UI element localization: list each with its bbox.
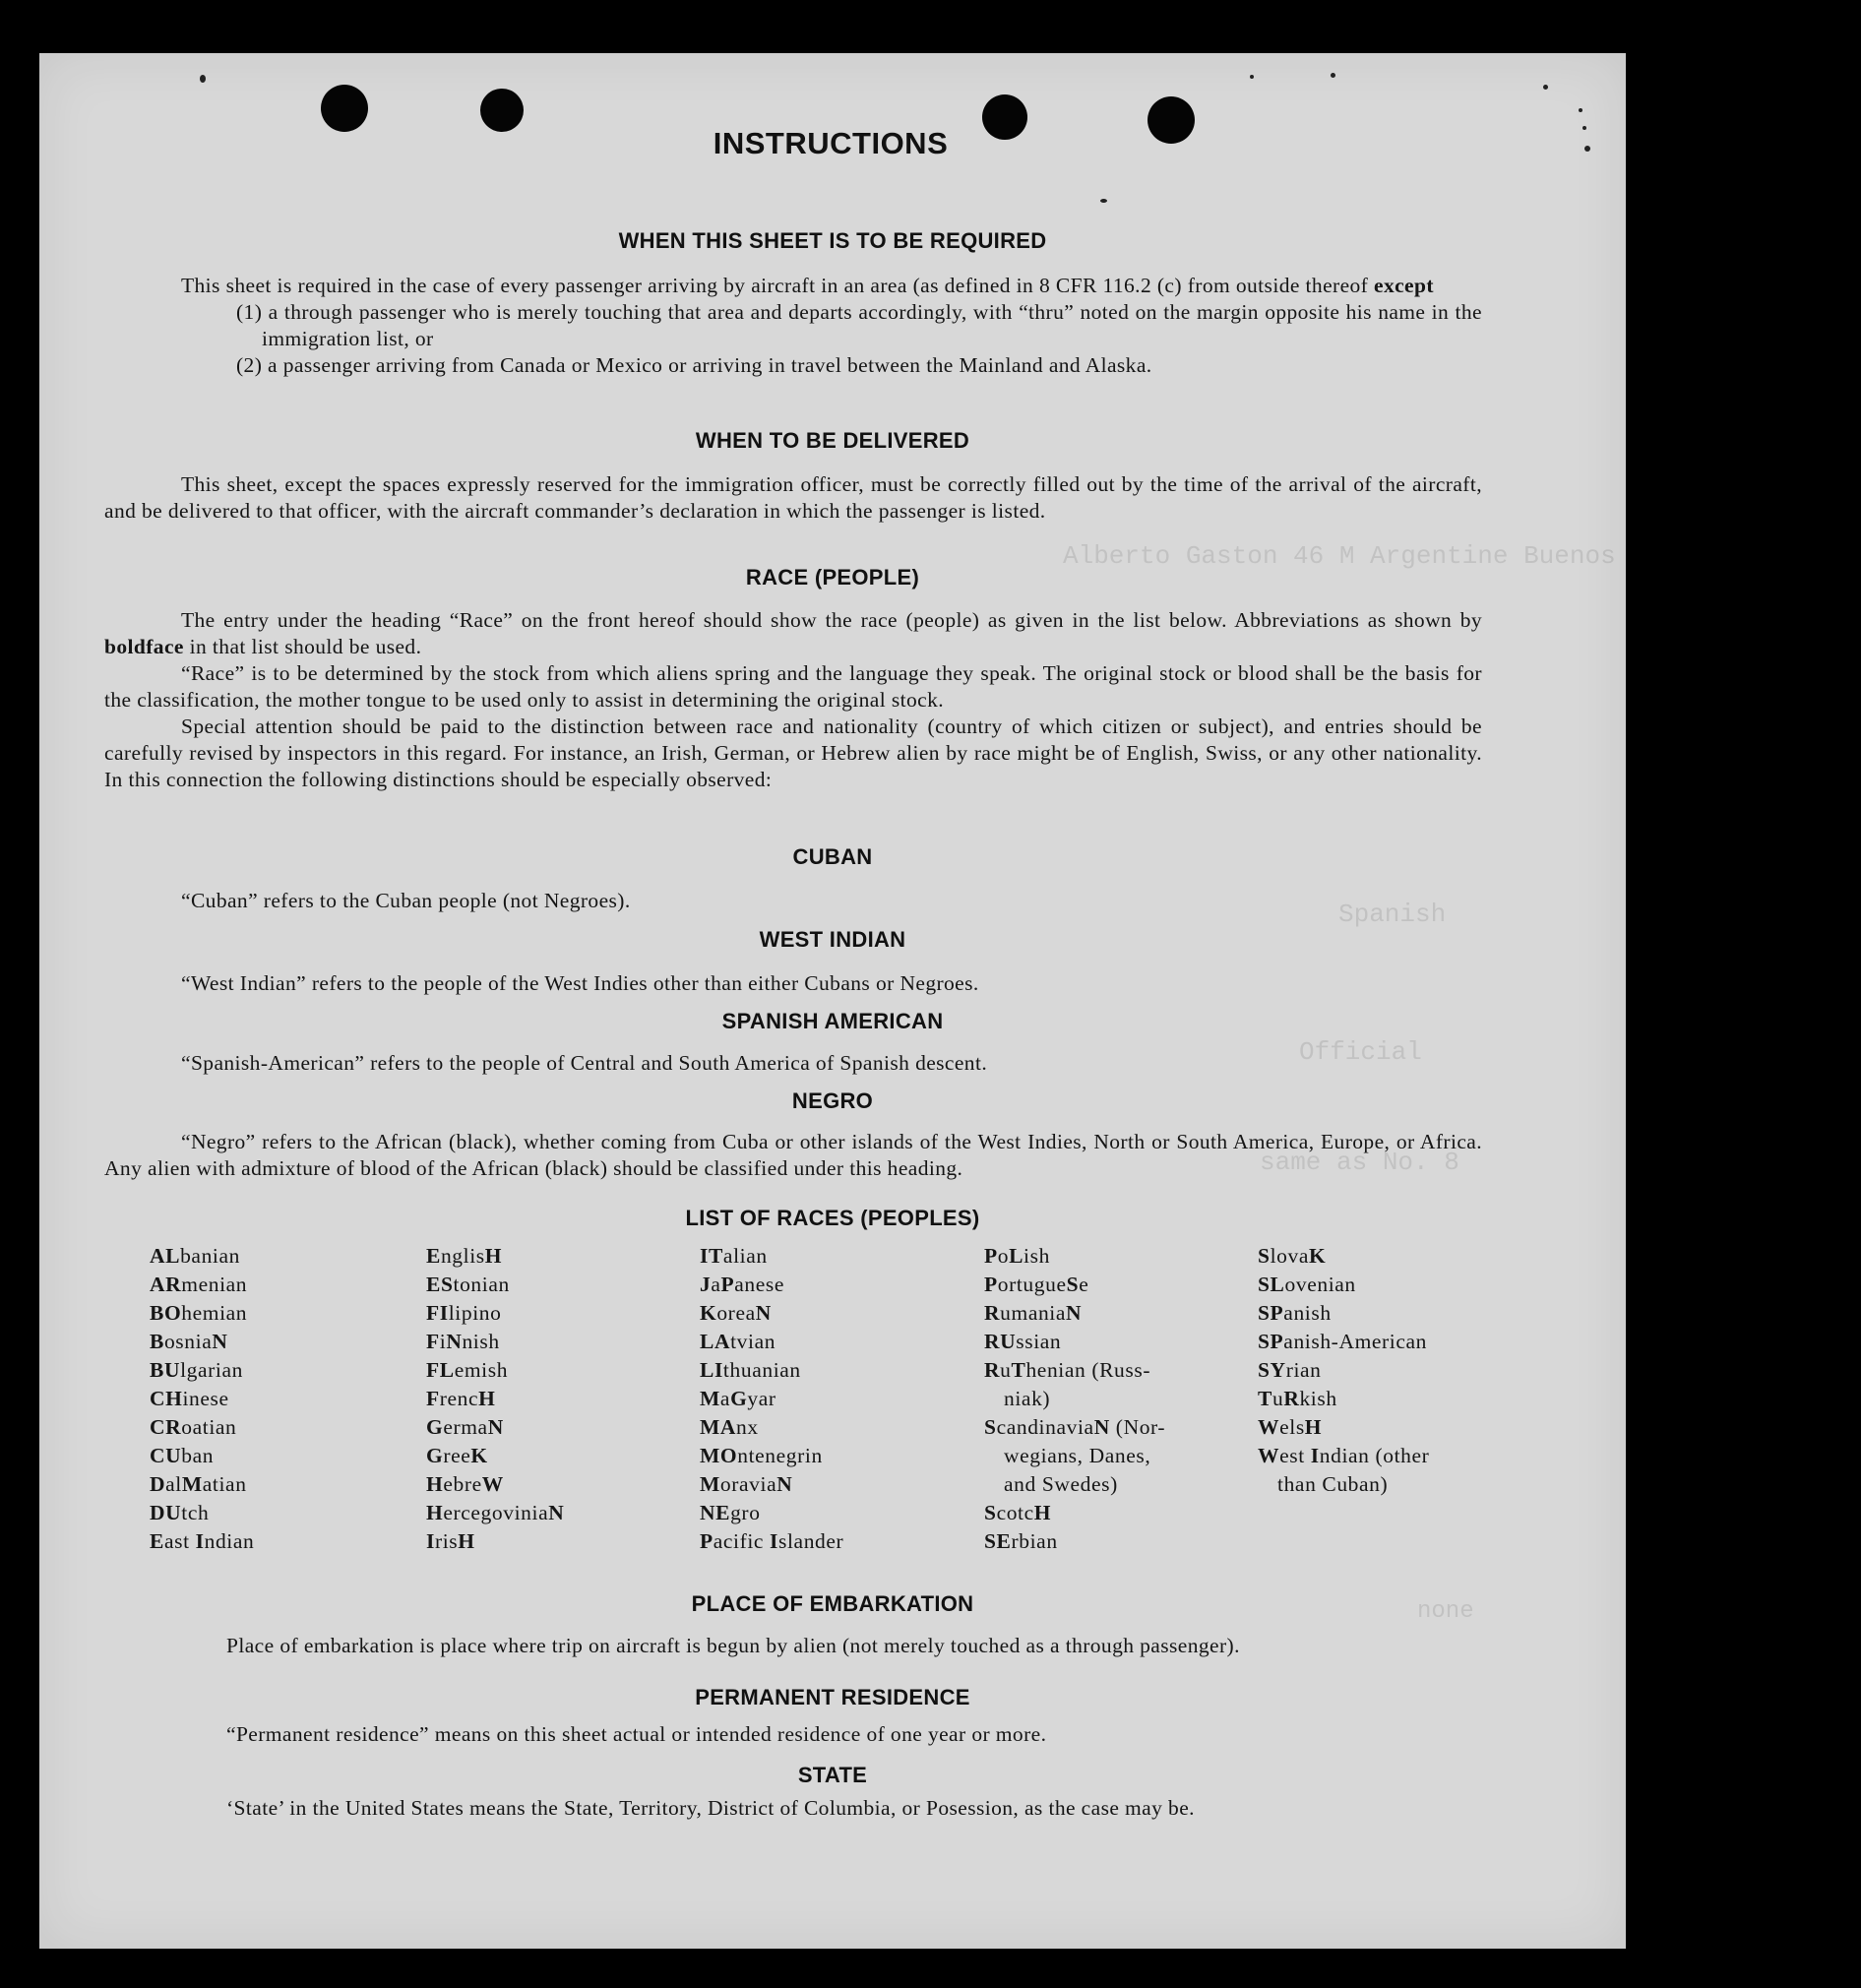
heading-state: STATE <box>797 1763 868 1787</box>
cuban-paragraph: “Cuban” refers to the Cuban people (not Negroes). <box>181 889 631 912</box>
race-abbreviation: S <box>1066 1273 1080 1296</box>
race-abbreviation: M <box>700 1472 720 1496</box>
race-entry <box>700 1271 843 1299</box>
race-name-part: est <box>1279 1444 1311 1467</box>
race-name-part: nglis <box>440 1244 485 1268</box>
race-name-part: renc <box>439 1387 479 1410</box>
bleed-through-text: Official <box>1299 1037 1422 1067</box>
race-name-part: menian <box>181 1273 248 1296</box>
race-name-part: acific <box>713 1529 771 1553</box>
race-name-part: oravia <box>719 1472 777 1496</box>
race-abbreviation: BU <box>150 1358 181 1382</box>
race-entry <box>700 1442 843 1470</box>
race-abbreviation: H <box>1304 1415 1323 1439</box>
race-abbreviation: P <box>700 1529 713 1553</box>
race-abbreviation: F <box>426 1330 440 1353</box>
race-entry-continued: niak) <box>1004 1387 1051 1410</box>
when-required-item-1: (1) a through passenger who is merely touching that area and departs accordingly, with “thru” noted on the margin opposite his name in the immigration list, or <box>236 300 1482 350</box>
race-entry <box>1258 1385 1429 1413</box>
when-required-except: except <box>1374 274 1434 297</box>
race-entry <box>426 1299 564 1328</box>
race-name-part: cotc <box>996 1501 1034 1524</box>
race-entry <box>984 1413 1165 1442</box>
race-abbreviation: CR <box>150 1415 182 1439</box>
negro-text <box>104 1129 1482 1182</box>
race-entry <box>150 1413 254 1442</box>
race-name-part: ortugue <box>997 1273 1067 1296</box>
when-required-item-2: (2) a passenger arriving from Canada or Mexico or arriving in travel between the Mainland and Alaska. <box>236 353 1152 377</box>
race-name-part: ish <box>1024 1244 1050 1268</box>
race-name-part: henian (Russ- <box>1025 1358 1151 1382</box>
when-delivered-text <box>104 471 1482 525</box>
race-abbreviation: K <box>700 1301 717 1325</box>
page-title: INSTRUCTIONS <box>713 126 949 160</box>
race-paragraph-2: “Race” is to be determined by the stock from which aliens spring and the language they speak. The original stock or blood shall be the basis for the classification, the mother tongue to be used only to assist in determining the original stock. <box>104 661 1482 712</box>
heading-spanish-american: SPANISH AMERICAN <box>721 1009 944 1033</box>
race-name-part: ercegovinia <box>443 1501 549 1524</box>
race-name-part: ree <box>443 1444 471 1467</box>
race-name-part: tonian <box>453 1273 510 1296</box>
race-abbreviation: CU <box>150 1444 182 1467</box>
race-entry <box>150 1328 254 1356</box>
heading-embarkation: PLACE OF EMBARKATION <box>691 1591 974 1616</box>
race-entry <box>700 1328 843 1356</box>
race-name-part: ast <box>163 1529 196 1553</box>
race-entry <box>700 1499 843 1527</box>
race-name-part: hemian <box>181 1301 248 1325</box>
race-entry <box>700 1242 843 1271</box>
race-name-part: erma <box>443 1415 488 1439</box>
race-entry <box>150 1442 254 1470</box>
race-abbreviation: S <box>984 1501 997 1524</box>
race-abbreviation: L <box>1009 1244 1024 1268</box>
when-required-text <box>104 273 1482 379</box>
race-name-part: a <box>711 1273 721 1296</box>
race-abbreviation: W <box>481 1472 504 1496</box>
race-abbreviation: N <box>212 1330 228 1353</box>
race-name-part: kish <box>1299 1387 1337 1410</box>
race-abbreviation: T <box>1011 1358 1026 1382</box>
race-name-part: thuanian <box>722 1358 801 1382</box>
race-abbreviation: W <box>1258 1415 1280 1439</box>
race-entry <box>1258 1413 1429 1442</box>
race-name-part: anish <box>1283 1301 1332 1325</box>
heading-when-required: WHEN THIS SHEET IS TO BE REQUIRED <box>618 228 1047 253</box>
race-entry <box>984 1527 1165 1556</box>
race-abbreviation: G <box>426 1415 444 1439</box>
race-abbreviation: CH <box>150 1387 183 1410</box>
negro-paragraph: “Negro” refers to the African (black), whether coming from Cuba or other islands of the West Indies, North or South America, Europe, or Africa. Any alien with admixture of blood of the African (black) should be classified under this heading. <box>104 1130 1482 1180</box>
race-name-part: osnia <box>163 1330 213 1353</box>
race-abbreviation: M <box>700 1387 720 1410</box>
race-name-part: anese <box>734 1273 784 1296</box>
race-name-part: gro <box>730 1501 761 1524</box>
race-text <box>104 607 1482 793</box>
race-abbreviation: N <box>446 1330 463 1353</box>
race-abbreviation: I <box>426 1529 435 1553</box>
race-abbreviation: SE <box>984 1529 1012 1553</box>
heading-west-indian: WEST INDIAN <box>759 927 906 952</box>
race-name-part: e <box>1079 1273 1089 1296</box>
state-text <box>150 1795 1523 1822</box>
bleed-through-text: Spanish <box>1338 900 1447 929</box>
race-name-part: nx <box>736 1415 759 1439</box>
race-name-part: ndian <box>204 1529 255 1553</box>
race-entry-continued: and Swedes) <box>1004 1472 1118 1496</box>
race-abbreviation: K <box>1308 1244 1327 1268</box>
race-name-part: ndian (other <box>1319 1444 1430 1467</box>
race-name-part: ntenegrin <box>737 1444 823 1467</box>
race-entry <box>150 1242 254 1271</box>
race-entry <box>1258 1470 1429 1499</box>
race-abbreviation: K <box>470 1444 488 1467</box>
race-name-part: lgarian <box>180 1358 243 1382</box>
race-entry <box>1258 1271 1429 1299</box>
race-abbreviation: BO <box>150 1301 182 1325</box>
race-name-part: lova <box>1270 1244 1309 1268</box>
when-delivered-paragraph: This sheet, except the spaces expressly reserved for the immigration officer, must be correctly filled out by the time of the arrival of the aircraft, and be delivered to that officer, with the aircraft commander’s declaration in which the passenger is listed. <box>104 472 1482 523</box>
race-name-part: nish <box>462 1330 500 1353</box>
race-entry <box>426 1499 564 1527</box>
race-name-part: ris <box>434 1529 459 1553</box>
spanish-american-paragraph: “Spanish-American” refers to the people of Central and South America of Spanish descent. <box>181 1051 988 1075</box>
race-entry-continued: than Cuban) <box>1277 1472 1389 1496</box>
race-abbreviation: H <box>484 1244 503 1268</box>
race-abbreviation: R <box>984 1301 1001 1325</box>
punch-hole <box>321 85 368 132</box>
race-entry <box>984 1328 1165 1356</box>
race-entry <box>150 1527 254 1556</box>
race-name-part: oatian <box>181 1415 237 1439</box>
race-entry <box>1258 1442 1429 1470</box>
cuban-text <box>104 888 1482 914</box>
race-abbreviation: H <box>426 1472 444 1496</box>
race-abbreviation: P <box>984 1273 998 1296</box>
race-abbreviation: R <box>984 1358 1001 1382</box>
race-entry <box>700 1299 843 1328</box>
race-name-part: lipino <box>448 1301 502 1325</box>
heading-when-delivered: WHEN TO BE DELIVERED <box>695 428 970 453</box>
race-entry <box>426 1527 564 1556</box>
embarkation-paragraph: Place of embarkation is place where trip on aircraft is begun by alien (not merely touched as a through passenger). <box>226 1634 1240 1657</box>
race-entry <box>150 1271 254 1299</box>
race-boldface: boldface <box>104 635 184 658</box>
race-abbreviation: P <box>984 1244 998 1268</box>
race-entry <box>984 1299 1165 1328</box>
heading-negro: NEGRO <box>791 1088 874 1113</box>
race-abbreviation: N <box>1093 1415 1110 1439</box>
race-entry <box>700 1470 843 1499</box>
race-name-part: atian <box>202 1472 247 1496</box>
when-required-intro: This sheet is required in the case of every passenger arriving by aircraft in an area (as defined in 8 CFR 116.2 (c) from outside thereof <box>181 274 1375 297</box>
race-abbreviation: T <box>1258 1387 1272 1410</box>
race-paragraph-1-end: in that list should be used. <box>183 635 422 658</box>
race-name-part: a <box>719 1387 731 1410</box>
race-entry <box>426 1242 564 1271</box>
race-abbreviation: NE <box>700 1501 731 1524</box>
race-abbreviation: N <box>548 1501 565 1524</box>
race-abbreviation: B <box>150 1330 164 1353</box>
race-abbreviation: I <box>770 1529 779 1553</box>
race-name-part: ssian <box>1016 1330 1062 1353</box>
race-entry <box>426 1356 564 1385</box>
race-entry <box>150 1299 254 1328</box>
state-paragraph: ‘State’ in the United States means the State, Territory, District of Columbia, or Posession, as the case may be. <box>226 1796 1195 1820</box>
race-abbreviation: IT <box>700 1244 723 1268</box>
race-name-part: tvian <box>730 1330 776 1353</box>
race-entry <box>984 1271 1165 1299</box>
race-abbreviation: SL <box>1258 1273 1285 1296</box>
race-abbreviation: DU <box>150 1501 182 1524</box>
race-name-part: ovenian <box>1284 1273 1356 1296</box>
race-abbreviation: W <box>1258 1444 1280 1467</box>
race-abbreviation: FI <box>426 1301 449 1325</box>
race-abbreviation: M <box>181 1472 203 1496</box>
race-entry <box>700 1356 843 1385</box>
race-entry <box>426 1413 564 1442</box>
race-column-4 <box>984 1242 1165 1556</box>
race-column-3 <box>700 1242 843 1556</box>
race-abbreviation: LA <box>700 1330 731 1353</box>
residence-text <box>150 1721 1523 1748</box>
bleed-through-text: Alberto Gaston 46 M Argentine Buenos Aires Argentina <box>1063 541 1861 571</box>
race-entry <box>150 1470 254 1499</box>
race-abbreviation: D <box>150 1472 166 1496</box>
race-abbreviation: N <box>487 1415 504 1439</box>
race-abbreviation: S <box>984 1415 997 1439</box>
race-abbreviation: SY <box>1258 1358 1286 1382</box>
race-name-part: orea <box>716 1301 756 1325</box>
race-entry <box>984 1499 1165 1527</box>
race-abbreviation: I <box>195 1529 205 1553</box>
race-name-part: ban <box>181 1444 215 1467</box>
race-column-1 <box>150 1242 254 1556</box>
race-entry <box>1258 1299 1429 1328</box>
race-name-part: umania <box>1000 1301 1067 1325</box>
bleed-through-text: same as No. 8 <box>1260 1148 1459 1177</box>
race-abbreviation: H <box>458 1529 475 1553</box>
race-name-part: ebre <box>443 1472 482 1496</box>
heading-cuban: CUBAN <box>792 844 873 869</box>
race-abbreviation: AR <box>150 1273 182 1296</box>
race-name-part: o <box>997 1244 1010 1268</box>
race-name-part: candinavia <box>996 1415 1094 1439</box>
race-entry <box>1258 1356 1429 1385</box>
race-name-part: i <box>439 1330 447 1353</box>
race-entry <box>426 1442 564 1470</box>
residence-paragraph: “Permanent residence” means on this sheet actual or intended residence of one year or more. <box>226 1722 1047 1746</box>
race-paragraph-1: The entry under the heading “Race” on the front hereof should show the race (people) as given in the list below. Abbreviations as shown by <box>181 608 1482 632</box>
race-name-part: els <box>1279 1415 1305 1439</box>
race-abbreviation: RU <box>984 1330 1017 1353</box>
race-name-part: tch <box>181 1501 210 1524</box>
race-paragraph-3: Special attention should be paid to the distinction between race and nationality (country of which citizen or subject), and entries should be carefully revised by inspectors in this regard. For instance, an Irish, German, or Hebrew alien by race might be of English, Swiss, or any other nationality. In this connection the following distinctions should be especially observed: <box>104 714 1482 791</box>
race-entry <box>984 1470 1165 1499</box>
embarkation-text <box>150 1633 1523 1659</box>
race-abbreviation: LI <box>700 1358 723 1382</box>
race-abbreviation: E <box>150 1529 164 1553</box>
race-name-part: anish-American <box>1283 1330 1428 1353</box>
race-abbreviation: H <box>1033 1501 1052 1524</box>
heading-race: RACE (PEOPLE) <box>745 565 920 590</box>
race-abbreviation: N <box>776 1472 793 1496</box>
race-abbreviation: S <box>1258 1244 1271 1268</box>
race-entry <box>426 1385 564 1413</box>
race-entry <box>150 1385 254 1413</box>
race-abbreviation: AL <box>150 1244 181 1268</box>
spanish-american-text <box>104 1050 1482 1077</box>
race-entry <box>700 1527 843 1556</box>
west-indian-paragraph: “West Indian” refers to the people of the West Indies other than either Cubans or Negroes. <box>181 971 979 995</box>
race-entry <box>426 1328 564 1356</box>
race-abbreviation: H <box>478 1387 496 1410</box>
race-name-part: emish <box>454 1358 509 1382</box>
race-column-2 <box>426 1242 564 1556</box>
race-abbreviation: E <box>426 1244 441 1268</box>
race-entry <box>426 1271 564 1299</box>
heading-list-of-races: LIST OF RACES (PEOPLES) <box>685 1206 980 1230</box>
race-name-part: inese <box>182 1387 229 1410</box>
race-abbreviation: G <box>426 1444 444 1467</box>
race-abbreviation: MA <box>700 1415 737 1439</box>
race-entry <box>984 1242 1165 1271</box>
race-name-part: rian <box>1285 1358 1322 1382</box>
race-abbreviation: I <box>1310 1444 1320 1467</box>
race-abbreviation: FL <box>426 1358 455 1382</box>
race-entry <box>984 1442 1165 1470</box>
race-entry <box>700 1385 843 1413</box>
race-column-5 <box>1258 1242 1429 1499</box>
race-name-part: banian <box>180 1244 240 1268</box>
race-name-part: slander <box>778 1529 844 1553</box>
race-name-part: (Nor- <box>1109 1415 1166 1439</box>
race-name-part: rbian <box>1011 1529 1058 1553</box>
race-abbreviation: N <box>1066 1301 1083 1325</box>
race-abbreviation: SP <box>1258 1301 1284 1325</box>
west-indian-text <box>104 970 1482 997</box>
race-abbreviation: MO <box>700 1444 738 1467</box>
race-name-part: al <box>165 1472 182 1496</box>
race-name-part: alian <box>722 1244 768 1268</box>
race-abbreviation: J <box>700 1273 712 1296</box>
race-abbreviation: R <box>1283 1387 1300 1410</box>
race-entry <box>150 1499 254 1527</box>
race-entry <box>426 1470 564 1499</box>
race-name-part: yar <box>747 1387 776 1410</box>
bleed-through-text: none <box>1417 1598 1474 1625</box>
race-abbreviation: ES <box>426 1273 454 1296</box>
race-entry <box>1258 1328 1429 1356</box>
race-abbreviation: F <box>426 1387 440 1410</box>
race-abbreviation: N <box>755 1301 772 1325</box>
race-entry-continued: wegians, Danes, <box>1004 1444 1151 1467</box>
race-entry <box>984 1385 1165 1413</box>
race-name-part: u <box>1000 1358 1012 1382</box>
race-name-part: u <box>1272 1387 1284 1410</box>
race-entry <box>984 1356 1165 1385</box>
race-abbreviation: SP <box>1258 1330 1284 1353</box>
race-abbreviation: G <box>730 1387 748 1410</box>
race-abbreviation: P <box>720 1273 735 1296</box>
race-entry <box>700 1413 843 1442</box>
race-entry <box>150 1356 254 1385</box>
race-entry <box>1258 1242 1429 1271</box>
race-abbreviation: H <box>426 1501 444 1524</box>
heading-permanent-residence: PERMANENT RESIDENCE <box>695 1685 970 1709</box>
